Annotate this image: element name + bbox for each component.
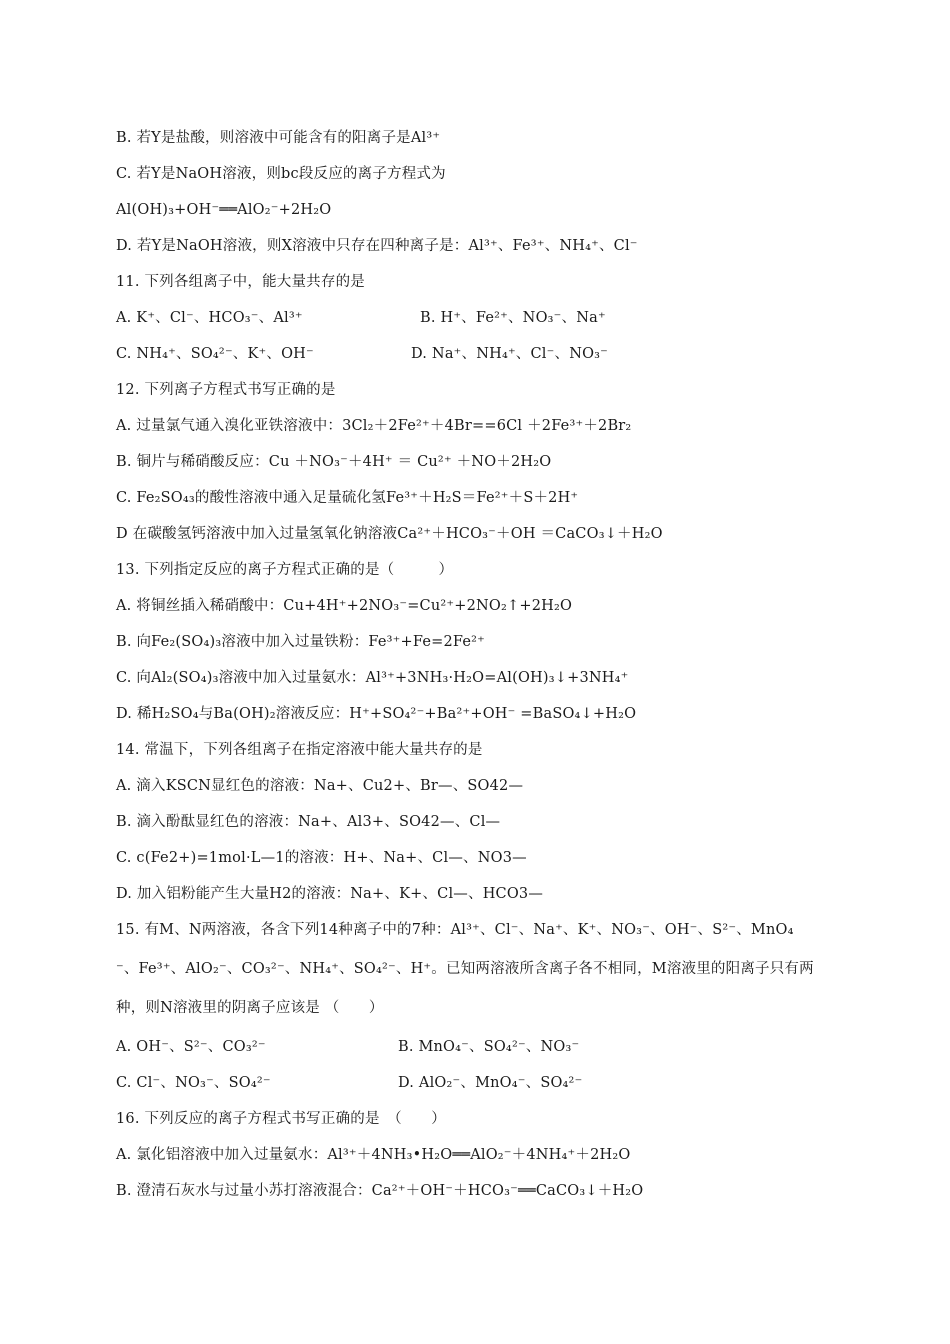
q16-option-a: A. 氯化铝溶液中加入过量氨水：Al³⁺＋4NH₃•H₂O══AlO₂⁻＋4NH₄⁺＋2H₂O [116, 1147, 631, 1163]
q10-option-c-equation: Al(OH)₃+OH⁻══AlO₂⁻+2H₂O [116, 202, 332, 218]
q16-stem: 16. 下列反应的离子方程式书写正确的是 （ ） [116, 1111, 446, 1127]
q14-option-d: D. 加入铝粉能产生大量H2的溶液：Na+、K+、Cl—、HCO3— [116, 886, 544, 902]
q12-option-d: D 在碳酸氢钙溶液中加入过量氢氧化钠溶液Ca²⁺＋HCO₃⁻＋OH ＝CaCO₃↓＋H₂O [116, 526, 663, 542]
q13-option-a: A. 将铜丝插入稀硝酸中：Cu+4H⁺+2NO₃⁻=Cu²⁺+2NO₂↑+2H₂O [116, 598, 573, 614]
q12-option-c: C. Fe₂SO₄₃的酸性溶液中通入足量硫化氢Fe³⁺＋H₂S＝Fe²⁺＋S＋2H⁺ [116, 490, 579, 506]
q13-option-d: D. 稀H₂SO₄与Ba(OH)₂溶液反应：H⁺+SO₄²⁻+Ba²⁺+OH⁻ =BaSO₄↓+H₂O [116, 706, 637, 722]
q13-option-c: C. 向Al₂(SO₄)₃溶液中加入过量氨水：Al³⁺+3NH₃·H₂O=Al(OH)₃↓+3NH₄⁺ [116, 670, 629, 686]
q15-option-d: D. AlO₂⁻、MnO₄⁻、SO₄²⁻ [398, 1075, 583, 1091]
q10-option-b: B. 若Y是盐酸，则溶液中可能含有的阳离子是Al³⁺ [116, 130, 441, 146]
q15-option-a: A. OH⁻、S²⁻、CO₃²⁻ [116, 1039, 266, 1055]
q11-option-c: C. NH₄⁺、SO₄²⁻、K⁺、OH⁻ [116, 346, 314, 362]
q13-stem: 13. 下列指定反应的离子方程式正确的是（ ） [116, 562, 454, 578]
q12-option-a: A. 过量氯气通入溴化亚铁溶液中：3Cl₂＋2Fe²⁺＋4Br==6Cl ＋2Fe³⁺＋2Br₂ [116, 418, 632, 434]
q15-stem-line2: ⁻、Fe³⁺、AlO₂⁻、CO₃²⁻、NH₄⁺、SO₄²⁻、H⁺。已知两溶液所含离子各不相同，M溶液里的阳离子只有两 [116, 961, 814, 977]
q13-option-b: B. 向Fe₂(SO₄)₃溶液中加入过量铁粉：Fe³⁺+Fe=2Fe²⁺ [116, 634, 485, 650]
q16-option-b: B. 澄清石灰水与过量小苏打溶液混合：Ca²⁺＋OH⁻＋HCO₃⁻══CaCO₃↓＋H₂O [116, 1183, 644, 1199]
q12-stem: 12. 下列离子方程式书写正确的是 [116, 382, 336, 398]
q15-option-c: C. Cl⁻、NO₃⁻、SO₄²⁻ [116, 1075, 271, 1091]
q14-option-c: C. c(Fe2+)=1mol·L—1的溶液：H+、Na+、Cl—、NO3— [116, 850, 527, 866]
q14-stem: 14. 常温下，下列各组离子在指定溶液中能大量共存的是 [116, 742, 483, 758]
q12-option-b: B. 铜片与稀硝酸反应：Cu ＋NO₃⁻＋4H⁺ ＝ Cu²⁺ ＋NO＋2H₂O [116, 454, 552, 470]
q11-stem: 11. 下列各组离子中，能大量共存的是 [116, 274, 365, 290]
q10-option-d: D. 若Y是NaOH溶液，则X溶液中只存在四种离子是：Al³⁺、Fe³⁺、NH₄⁺、Cl⁻ [116, 238, 638, 254]
q15-stem-line3: 种，则N溶液里的阴离子应该是 （ ） [116, 1000, 384, 1016]
q11-option-b: B. H⁺、Fe²⁺、NO₃⁻、Na⁺ [420, 310, 606, 326]
q14-option-b: B. 滴入酚酞显红色的溶液：Na+、Al3+、SO42—、Cl— [116, 814, 501, 830]
q14-option-a: A. 滴入KSCN显红色的溶液：Na+、Cu2+、Br—、SO42— [116, 778, 524, 794]
q11-option-d: D. Na⁺、NH₄⁺、Cl⁻、NO₃⁻ [411, 346, 609, 362]
q11-option-a: A. K⁺、Cl⁻、HCO₃⁻、Al³⁺ [116, 310, 303, 326]
q15-option-b: B. MnO₄⁻、SO₄²⁻、NO₃⁻ [398, 1039, 580, 1055]
q15-stem-line1: 15. 有M、N两溶液，各含下列14种离子中的7种：Al³⁺、Cl⁻、Na⁺、K⁺、NO₃⁻、OH⁻、S²⁻、MnO₄ [116, 922, 794, 938]
q10-option-c: C. 若Y是NaOH溶液，则bc段反应的离子方程式为 [116, 166, 446, 182]
